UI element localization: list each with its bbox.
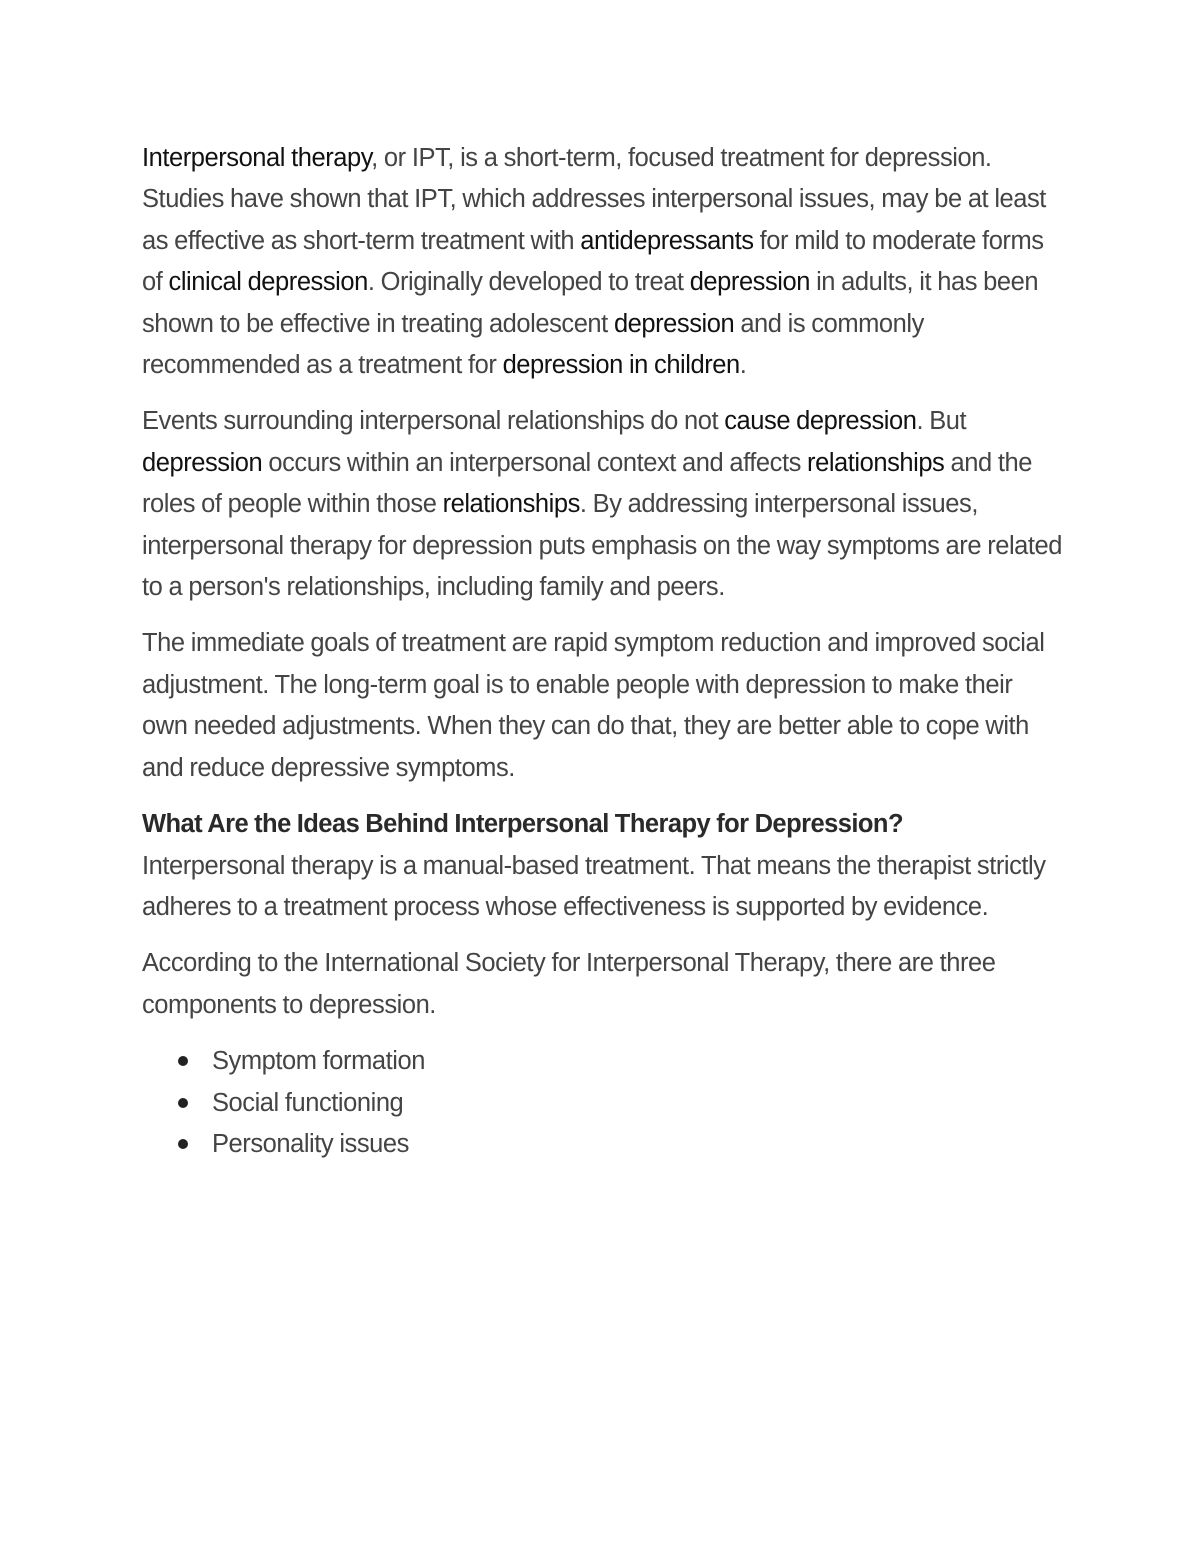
bullet-icon — [178, 1139, 188, 1149]
bullet-icon — [178, 1056, 188, 1066]
link-antidepressants[interactable]: antidepressants — [580, 226, 754, 255]
link-clinical-depression[interactable]: clinical depression — [168, 268, 368, 297]
link-interpersonal-therapy[interactable]: Interpersonal therapy — [142, 144, 372, 172]
paragraph-section-ideas — [142, 804, 1062, 928]
bullet-icon — [178, 1098, 188, 1108]
text: and the roles of people within those — [142, 448, 1032, 519]
list-item-label: Personality issues — [212, 1129, 409, 1158]
text: in adults, it has been shown to be effective in treating adolescent — [142, 268, 1039, 338]
link-relationships[interactable]: relationships — [807, 448, 945, 477]
link-depression[interactable]: depression — [689, 268, 810, 297]
text: and is commonly recommended as a treatment for — [142, 309, 924, 380]
list-item-label: Symptom formation — [212, 1047, 425, 1076]
paragraph-ipt-intro — [142, 138, 1062, 386]
text: . — [739, 351, 747, 380]
article-body — [142, 138, 1062, 1165]
text: Interpersonal therapy is a manual-based treatment. That means the therapist strictly adheres to a treatment process whose effectiveness is supported by evidence. — [142, 851, 1046, 921]
text: . Originally developed to treat — [367, 268, 690, 297]
paragraph-components-intro: According to the International Society for Interpersonal Therapy, there are three components to depression. — [142, 949, 996, 1019]
text: for mild to moderate forms of — [142, 226, 1044, 297]
list-item-label: Social functioning — [212, 1088, 404, 1117]
section-heading: What Are the Ideas Behind Interpersonal Therapy for Depression? — [142, 810, 903, 839]
text: . But — [916, 407, 967, 436]
text: . By addressing interpersonal issues, interpersonal therapy for depression puts emphasis on the way symptoms are related to a person's relationships, including family and peers. — [142, 490, 1063, 602]
list-item — [142, 1083, 1062, 1124]
text: Events surrounding interpersonal relationships do not — [142, 407, 725, 436]
paragraph-interpersonal-context — [142, 401, 1062, 608]
components-list — [142, 1041, 1062, 1165]
link-relationships[interactable]: relationships — [442, 490, 580, 519]
list-item — [142, 1124, 1062, 1165]
text: , or IPT, is a short-term, focused treatment for depression. Studies have shown that IPT, which addresses interpersonal issues, may be at least as effective as short-term treatment with — [142, 144, 1046, 255]
link-depression-in-children[interactable]: depression in children — [502, 351, 740, 380]
text: occurs within an interpersonal context and affects — [262, 448, 808, 477]
link-depression[interactable]: depression — [613, 309, 735, 338]
paragraph-treatment-goals: The immediate goals of treatment are rapid symptom reduction and improved social adjustment. The long-term goal is to enable people with depression to make their own needed adjustments. When they can do that, they are better able to cope with and reduce depressive symptoms. — [142, 629, 1045, 782]
link-cause-depression[interactable]: cause depression — [724, 407, 917, 436]
link-depression[interactable]: depression — [142, 448, 263, 477]
list-item — [142, 1041, 1062, 1082]
